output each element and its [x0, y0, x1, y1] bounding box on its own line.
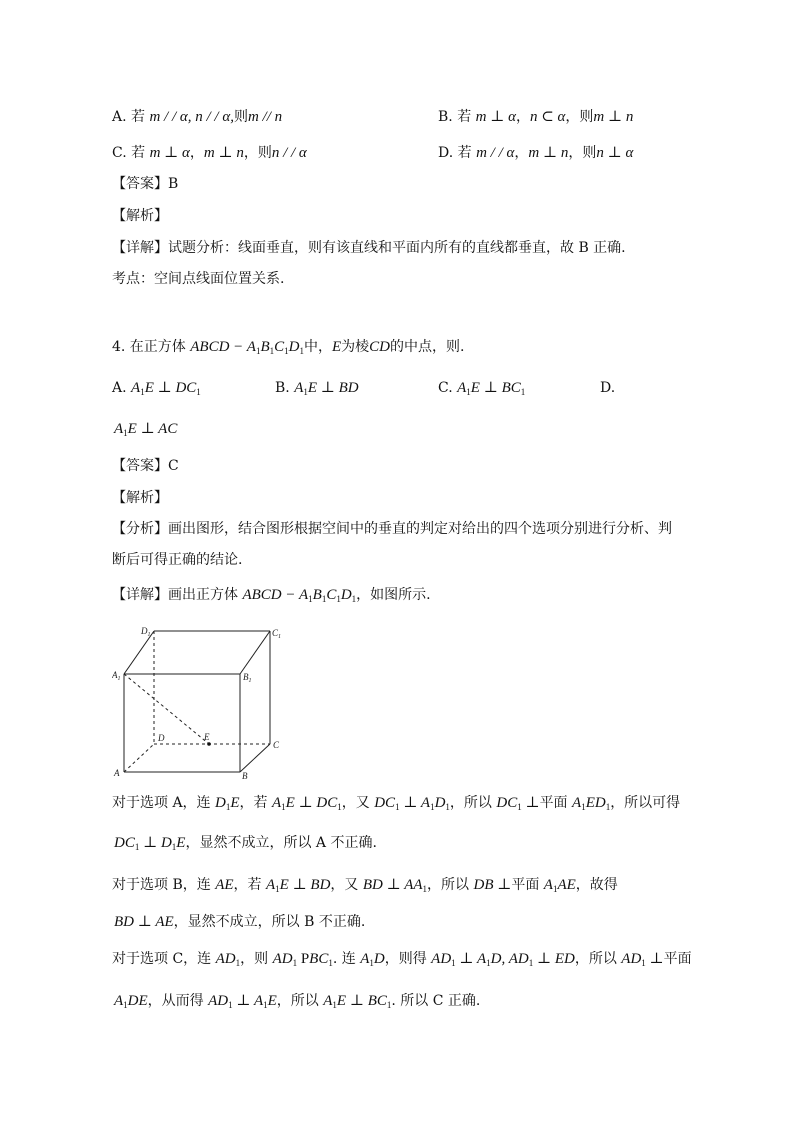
q3-option-c-math: m ⊥ α: [149, 145, 190, 161]
math-dc1-perp-a1d1: $DC_1$ ⊥ $A_1D_1$: [374, 795, 450, 812]
text-b6: ，故得: [575, 877, 618, 893]
text-a7: ，显然不成立，所以 A 不正确.: [185, 835, 377, 851]
math-ad1-parallel-bc1: $AD_1$ $PBC_1$: [272, 951, 333, 968]
q3-option-d-then: ，则: [568, 145, 597, 161]
q4-option-d-label: D.: [600, 380, 616, 396]
detail-cube-math: ABCD − $A_1B_1C_1D_1$: [242, 587, 357, 604]
q4-option-c-label: C.: [438, 380, 453, 396]
math-ad1: $AD_1$: [215, 951, 241, 968]
q4-option-a: [112, 378, 201, 402]
q3-option-c-math2: m ⊥ n: [203, 145, 244, 161]
text-b4: ，所以: [427, 877, 470, 893]
edge-b1c1: [240, 631, 270, 674]
label-e: E: [204, 732, 210, 742]
q4-answer: [112, 456, 179, 476]
q4-stem-mid2: 为棱: [341, 339, 370, 355]
q3-option-a-math: m / / α, n / / α,: [149, 109, 234, 125]
q3-option-a-then: 则: [233, 109, 248, 125]
edge-ad-hidden: [124, 744, 154, 772]
text-a3: ，又: [341, 795, 370, 811]
q3-option-b: [438, 107, 633, 127]
segment-a1e-hidden: [124, 674, 209, 744]
q4-analysis-c-line1: [112, 949, 692, 973]
q4-option-b: [275, 378, 359, 402]
q4-analysis-b-line2: [114, 912, 365, 932]
fenxi-line1: 画出图形，结合图形根据空间中的垂直的判定对给出的四个选项分别进行分析、判: [168, 521, 672, 537]
label-a: A: [114, 768, 120, 778]
math-a1d: $A_1D$: [360, 951, 385, 968]
q4-option-d-math: [114, 419, 177, 443]
q3-option-d-math2: m ⊥ n: [528, 145, 569, 161]
text-c6: 平面: [663, 951, 692, 967]
answer-value: C: [168, 458, 179, 474]
math-ad1-perp-a1e: $AD_1$ ⊥ $A_1E$: [208, 993, 277, 1010]
q3-option-d: [438, 143, 633, 163]
label-d: D: [158, 733, 165, 743]
text-c3: . 连: [332, 951, 356, 967]
q4-option-b-math: $A_1E$ ⊥ BD: [294, 380, 359, 397]
math-d1e: $D_1E$: [215, 795, 240, 812]
math-a1ed1: $A_1ED_1$: [572, 795, 611, 812]
math-dc1-perp: $DC_1$ ⊥: [496, 795, 540, 812]
q4-stem-prefix: 4. 在正方体: [112, 339, 186, 355]
label-a1: $A_1$: [112, 670, 121, 682]
q3-option-d-sep: ，: [514, 145, 529, 161]
detail-tag: 【详解】: [112, 240, 168, 256]
q4-stem: [112, 337, 464, 361]
detail-tag: 【详解】: [112, 587, 168, 603]
label-c: C: [273, 740, 280, 750]
text-b2: ，若: [233, 877, 262, 893]
label-b: B: [242, 771, 248, 781]
text-b5: 平面: [511, 877, 540, 893]
q3-option-b-math3: m ⊥ n: [593, 109, 634, 125]
edge-bc: [240, 744, 270, 772]
text-a6: ，所以可得: [610, 795, 681, 811]
q4-analysis-c-line2: [114, 991, 480, 1015]
text-b3: ，又: [330, 877, 359, 893]
math-a1ae: $A_1AE$: [543, 877, 576, 894]
q3-option-d-label: D. 若: [438, 145, 472, 161]
q4-option-a-math: $A_1E$ ⊥ $DC_1$: [131, 380, 201, 397]
cube-name-math: ABCD − $A_1B_1C_1D_1$: [190, 339, 304, 356]
q4-option-c-math: $A_1E$ ⊥ $BC_1$: [457, 380, 526, 397]
q3-option-d-math: m / / α: [476, 145, 515, 161]
text-a2: ，若: [239, 795, 268, 811]
answer-value: B: [168, 176, 179, 192]
math-bd-perp-aa1: BD ⊥ $AA_1$: [362, 877, 428, 894]
q4-option-d-math-text: $A_1E$ ⊥ AC: [114, 421, 178, 438]
q3-option-c-math3: n / / α: [271, 145, 307, 161]
text-a1: 对于选项 A，连: [112, 795, 211, 811]
cube-figure: [112, 622, 292, 782]
q3-option-a: [112, 107, 282, 127]
q3-option-b-sep: ，: [515, 109, 530, 125]
q3-option-b-then: ，则: [565, 109, 594, 125]
q4-option-a-label: A.: [112, 380, 127, 396]
text-c1: 对于选项 C，连: [112, 951, 212, 967]
q3-option-a-label: A. 若: [112, 109, 146, 125]
text-c4: ，则得: [384, 951, 427, 967]
q3-answer: [112, 174, 178, 194]
q4-stem-cd: CD: [369, 339, 390, 355]
q4-option-b-label: B.: [275, 380, 290, 396]
q3-kaodian: 考点：空间点线面位置关系.: [112, 271, 285, 287]
q4-fenxi: [112, 519, 672, 539]
answer-tag: 【答案】: [112, 176, 168, 192]
label-b1: $B_1$: [243, 672, 252, 684]
math-a1de: $A_1DE$: [114, 993, 148, 1010]
math-a1e-perp-bd: $A_1E$ ⊥ BD: [265, 877, 331, 894]
text-c8: ，所以: [276, 993, 319, 1009]
q3-option-c-sep: ，: [189, 145, 204, 161]
text-c2: ，则: [240, 951, 269, 967]
q4-detail: [112, 585, 431, 609]
text-c9: . 所以 C 正确.: [391, 993, 481, 1009]
text-a5: 平面: [539, 795, 568, 811]
q4-stem-mid: 中，: [303, 339, 332, 355]
math-ad1-perp-a1d-ed: $AD_1$ ⊥ $A_1D$, $AD_1$ ⊥ ED: [431, 951, 575, 968]
q3-option-b-label: B. 若: [438, 109, 472, 125]
q3-option-c-label: C. 若: [112, 145, 146, 161]
q3-option-a-math2: m // n: [247, 109, 283, 125]
q4-analysis-b-line1: [112, 875, 618, 899]
q4-fenxi-line2: 断后可得正确的结论.: [112, 552, 243, 568]
math-a1e-perp-bc1: $A_1E$ ⊥ $BC_1$: [323, 993, 392, 1010]
q4-stem-e: E: [331, 339, 342, 355]
math-db-perp: DB ⊥: [473, 877, 512, 893]
q4-analysis-tag: 【解析】: [112, 490, 168, 506]
q4-analysis-a-line1: [112, 793, 680, 817]
q3-option-d-math3: n ⊥ α: [596, 145, 634, 161]
q4-option-c: [438, 378, 525, 402]
q3-option-b-math: m ⊥ α: [475, 109, 516, 125]
q4-stem-suffix: 的中点，则.: [390, 339, 465, 355]
math-ad1-perp: $AD_1$ ⊥: [621, 951, 664, 968]
label-d1: $D_1$: [141, 626, 151, 638]
q3-option-c-then: ，则: [243, 145, 272, 161]
text-c5: ，所以: [574, 951, 617, 967]
q3-option-b-math2: n ⊂ α: [529, 109, 566, 125]
math-a1e-perp-dc1: $A_1E$ ⊥ $DC_1$: [271, 795, 342, 812]
detail-suffix: ，如图所示.: [356, 587, 431, 603]
text-c7: ，从而得: [147, 993, 204, 1009]
text-b7: ，显然不成立，所以 B 不正确.: [173, 914, 366, 930]
detail-prefix: 画出正方体: [168, 587, 238, 603]
math-ae: AE: [215, 877, 234, 893]
math-bd-perp-ae: BD ⊥ AE: [114, 914, 174, 930]
label-c1: $C_1$: [272, 628, 282, 640]
math-dc1-perp-d1e: $DC_1$ ⊥ $D_1E$: [114, 835, 186, 852]
text-a4: ，所以: [449, 795, 492, 811]
point-e: [207, 742, 211, 746]
detail-text: 试题分析：线面垂直，则有该直线和平面内所有的直线都垂直，故 B 正确.: [168, 240, 626, 256]
answer-tag: 【答案】: [112, 458, 168, 474]
q3-detail: [112, 238, 626, 258]
q3-option-c: [112, 143, 307, 163]
q3-analysis-tag: 【解析】: [112, 208, 168, 224]
q4-analysis-a-line2: [114, 833, 377, 857]
fenxi-tag: 【分析】: [112, 521, 168, 537]
text-b1: 对于选项 B，连: [112, 877, 211, 893]
